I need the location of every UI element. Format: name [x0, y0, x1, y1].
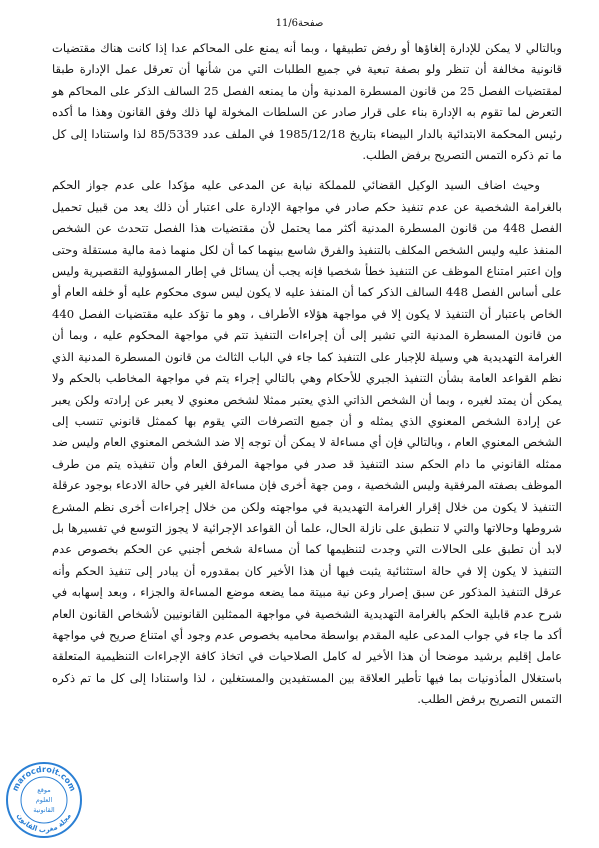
paragraph-2: وحيث اضاف السيد الوكيل القضائي للمملكة نيابة عن المدعى عليه مؤكدا على عدم جواز الحكم بالغرامة الشخصية عن عدم تنفيذ حكم صادر في مواجهة الإدارة على اعتبار أن ذلك يعد من قبيل تحميل الفصل 448 من قانون المسطرة المدنية أكثر مما يحتمل لأن مقتضيات هذا الفصل تتحدث عن الشخص المنفذ عليه وليس الشخص المكلف بالتنفيذ والفرق شاسع بينهما كما أن لكل منهما ذمة مالية مستقلة وحتى وإن اعتبر امتناع الموظف عن التنفيذ خطأ شخصيا فإنه يجب أن يسائل في إطار المسؤولية التقصيرية وليس على أساس الفصل 448 السالف الذكر كما أن المنفذ عليه لا يكون ليس سوى محكوم عليه أو خلفه العام أو الخاص باعتبار أن التنفيذ لا يكون إلا في مواجهة هؤلاء الأطراف ، وهو ما تؤكد عليه مقتضيات الفصل 440 من قانون المسطرة المدنية التي تشير إلى أن إجراءات التنفيذ تتم في مواجهة المحكوم عليه ، وبما أن الغرامة التهديدية هي وسيلة للإجبار على التنفيذ كما جاء في الباب الثالث من قانون المسطرة المدنية الذي نظم القواعد العامة بشأن التنفيذ الجبري للأحكام وهي بالتالي إجراء يتم في مواجهة المخاطب بالحكم ولا يمكن أن يمتد لغيره ، وبما أن الشخص الذاتي الذي يعتبر ممثلا لشخص معنوي لا يعبر عن إرادته ولكن يعبر عن إرادة الشخص المعنوي الذي يمثله و أن جميع التصرفات التي يقوم بها كممثل قانوني تنسب إلى الشخص المعنوي العام ، وبالتالي فإن أي مساءلة لا يمكن أن توجه إلا ضد الشخص المعنوي العام وليس ضد ممثله القانوني ما دام الحكم سند التنفيذ قد صدر في مواجهة المرفق العام وأن تنفيذه يتم من طرف الموظف بصفته المرفقية وليس الشخصية ، ومن جهة أخرى فإن مساءلة الغير في حالة الادعاء بوجود عرقلة التنفيذ لا يكون من خلال إقرار الغرامة التهديدية في مواجهته ولكن من خلال إجراءات أخرى نظم المشرع شروطها وحالاتها والتي لا تنطبق على نازلة الحال، علما أن القواعد الإجرائية لا يجوز التوسع في تفسيرها بل لابد أن تطبق على الحالات التي وجدت لتنظيمها كما أن مساءلة شخص أجنبي عن الحكم بخصوص عدم التنفيذ لا يكون إلا في حالة استثنائية يثبت فيها أن هذا الأخير كان بمقدوره أن يبادر إلى تنفيذ الحكم وأنه عرقل التنفيذ المذكور عن سبق إصرار وعن نية مبيتة مما يضعه موضع المساءلة والجزاء ، وبعد إسهابه في شرح عدم قابلية الحكم بالغرامة التهديدية الشخصية في مواجهة الممثلين القانونيين لأشخاص القانون العام أكد ما جاء في جواب المدعى عليه المقدم بواسطة محاميه بخصوص عدم وجود أي امتناع صريح في مواجهة عامل إقليم برشيد موضحا أن هذا الأخير له كامل الصلاحيات في اتخاذ كافة الإجراءات التنظيمية المتعلقة باستغلال المأذونيات بما فيها تأطير العلاقة بين المستفيدين والمستغلين ، لذا واستنادا إلى كل ما تم ذكره التمس التصريح برفض الطلب. — [52, 178, 563, 707]
stamp-line-1: موقع — [37, 786, 51, 794]
stamp-line-2: العلوم — [35, 796, 53, 804]
stamp-bottom-text: مجلة مغرب القانون — [15, 812, 73, 835]
stamp-top-text: marocdroit.com — [10, 764, 78, 793]
stamp-line-3: القانونية — [33, 806, 55, 814]
website-stamp — [4, 760, 84, 840]
page-number: صفحة11/6 — [275, 18, 324, 29]
paragraph-1: وبالتالي لا يمكن للإدارة إلغاؤها أو رفض تطبيقها ، وبما أنه يمنع على المحاكم عدا إذا كانت هناك مقتضيات قانونية مخالفة أن تنظر ولو بصفة تبعية في جميع الطلبات التي من شأنها أن تعرقل عمل الإدارة طبقا لمقتضيات الفصل 25 من قانون المسطرة المدنية وأن ما يمنعه الفصل 25 السالف الذكر على المحاكم هو التعرض لما تقوم به الإدارة بناء على قرار صادر عن السلطات المخولة لها ذلك وفق القانون وهذا ما أكده رئيس المحكمة الابتدائية بالدار البيضاء بتاريخ 1985/12/18 في الملف عدد 85/5339 لذا واستنادا إلى كل ما تم ذكره التمس التصريح برفض الطلب. — [52, 41, 563, 163]
document-body — [52, 38, 562, 711]
